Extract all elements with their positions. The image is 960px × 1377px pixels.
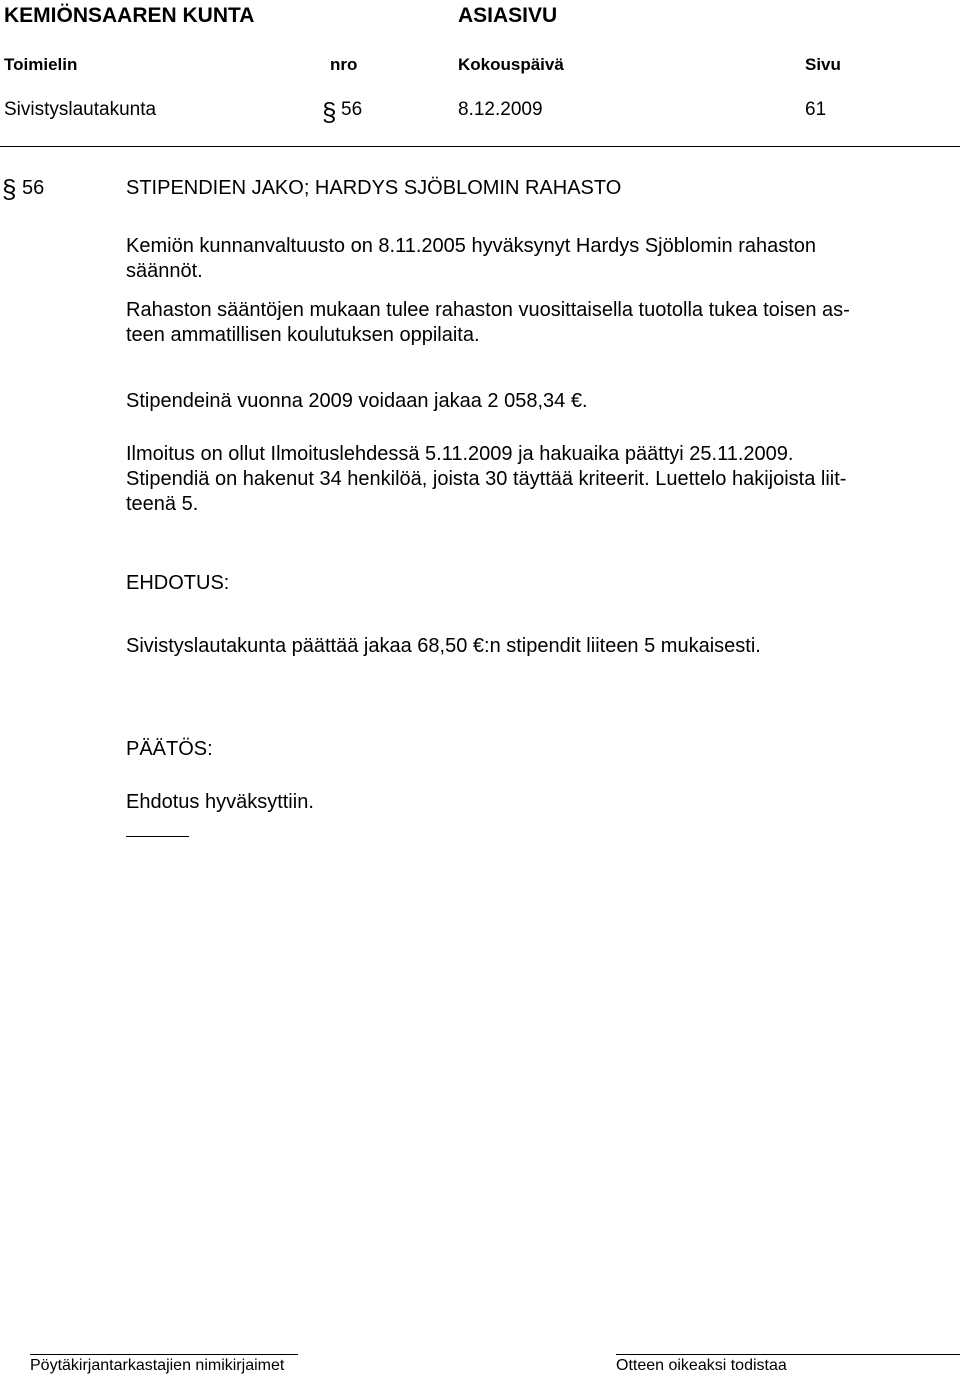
label-body: Toimielin bbox=[4, 55, 78, 74]
item-number: 56 bbox=[22, 177, 45, 199]
footer-certified-label: Otteen oikeaksi todistaa bbox=[616, 1357, 787, 1374]
decision-text: Ehdotus hyväksyttiin. bbox=[126, 791, 314, 813]
value-page: 61 bbox=[805, 99, 827, 120]
item-title: STIPENDIEN JAKO; HARDYS SJÖBLOMIN RAHASTO bbox=[126, 177, 622, 199]
org-name: KEMIÖNSAAREN KUNTA bbox=[4, 4, 255, 27]
value-body: Sivistyslautakunta bbox=[4, 99, 157, 120]
document-type: ASIASIVU bbox=[458, 4, 558, 27]
decision-heading: PÄÄTÖS: bbox=[126, 738, 213, 760]
value-meeting-date: 8.12.2009 bbox=[458, 99, 543, 120]
proposal-text: Sivistyslautakunta päättää jakaa 68,50 €:n stipendit liiteen 5 mukaisesti. bbox=[126, 635, 761, 657]
footer-initials-label: Pöytäkirjantarkastajien nimikirjaimet bbox=[30, 1357, 285, 1374]
paragraph-4-line-2: Stipendiä on hakenut 34 henkilöä, joista 30 täyttää kriteerit. Luettelo hakijoista liit- bbox=[126, 468, 847, 490]
value-number: 56 bbox=[341, 99, 363, 120]
header-rule bbox=[0, 146, 960, 147]
paragraph-1-line-2: säännöt. bbox=[126, 260, 203, 282]
end-rule bbox=[126, 836, 189, 837]
header-section-symbol: § bbox=[322, 97, 337, 127]
paragraph-2-line-1: Rahaston sääntöjen mukaan tulee rahaston vuosittaisella tuotolla tukea toisen as- bbox=[126, 299, 850, 321]
item-section-symbol: § bbox=[2, 174, 17, 204]
footer-rule-left bbox=[30, 1354, 298, 1355]
label-page: Sivu bbox=[805, 55, 841, 74]
paragraph-1-line-1: Kemiön kunnanvaltuusto on 8.11.2005 hyväksynyt Hardys Sjöblomin rahaston bbox=[126, 235, 817, 257]
paragraph-4-line-3: teenä 5. bbox=[126, 493, 199, 515]
label-number: nro bbox=[330, 55, 358, 74]
paragraph-2-line-2: teen ammatillisen koulutuksen oppilaita. bbox=[126, 324, 480, 346]
paragraph-3: Stipendeinä vuonna 2009 voidaan jakaa 2 058,34 €. bbox=[126, 390, 588, 412]
label-meeting-date: Kokouspäivä bbox=[458, 55, 564, 74]
paragraph-4-line-1: Ilmoitus on ollut Ilmoituslehdessä 5.11.2009 ja hakuaika päättyi 25.11.2009. bbox=[126, 443, 794, 465]
footer-rule-right bbox=[616, 1354, 960, 1355]
proposal-heading: EHDOTUS: bbox=[126, 572, 230, 594]
